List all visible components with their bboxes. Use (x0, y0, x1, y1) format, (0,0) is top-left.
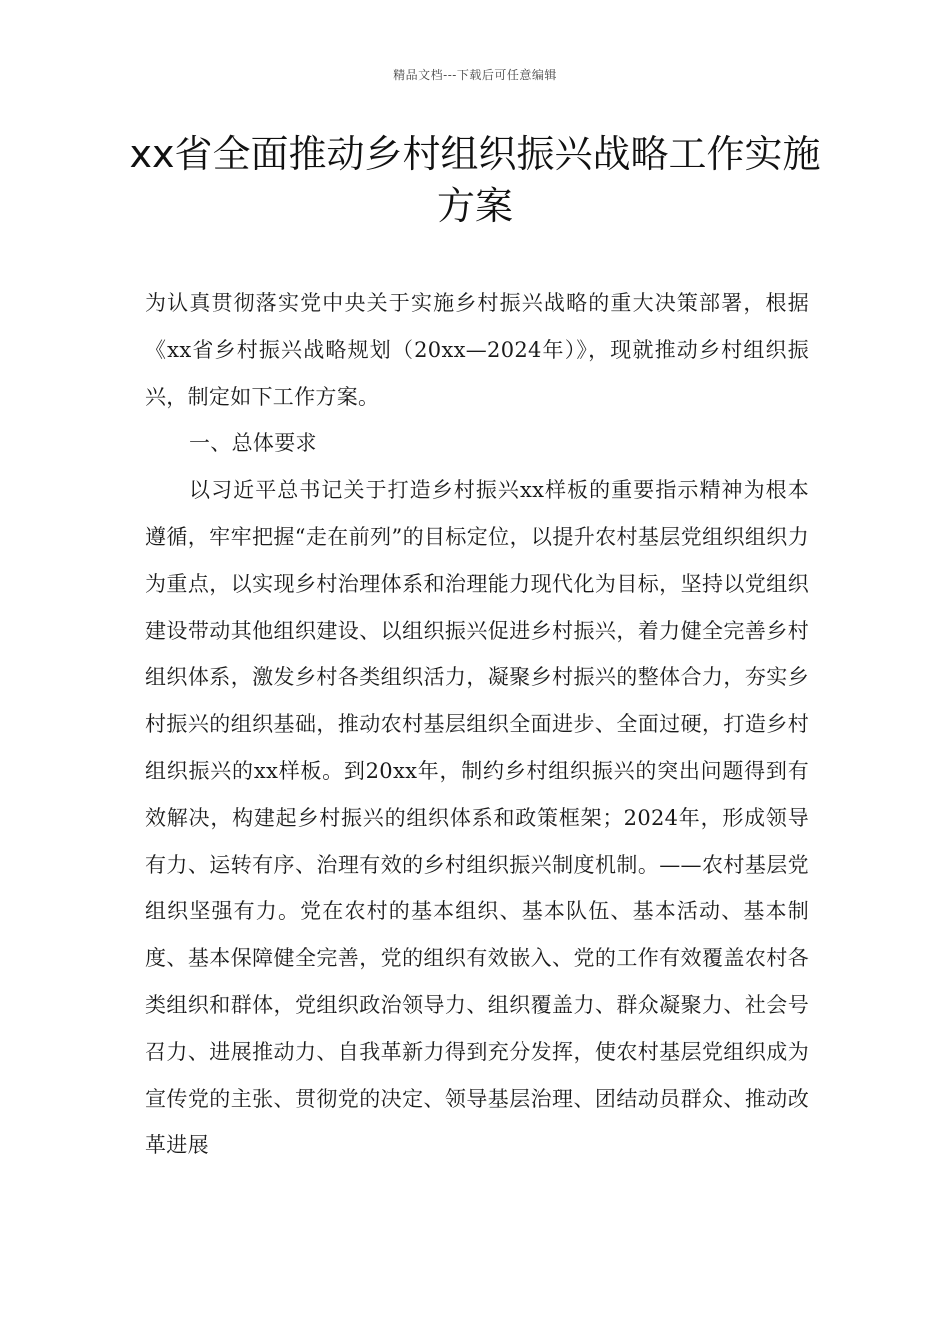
section-heading: 一、总体要求 (189, 431, 317, 456)
body-paragraph: 以习近平总书记关于打造乡村振兴xx样板的重要指示精神为根本遵循，牢牢把握“走在前列”的目标定位，以提升农村基层党组织组织力为重点，以实现乡村治理体系和治理能力现代化为目标，坚持以党组织建设带动其他组织建设、以组织振兴促进乡村振兴，着力健全完善乡村组织体系，激发乡村各类组织活力，凝聚乡村振兴的整体合力，夯实乡村振兴的组织基础，推动农村基层组织全面进步、全面过硬，打造乡村组织振兴的xx样板。到20xx年，制约乡村组织振兴的突出问题得到有效解决，构建起乡村振兴的组织体系和政策框架；2024年，形成领导有力、运转有序、治理有效的乡村组织振兴制度机制。——农村基层党组织坚强有力。党在农村的基本组织、基本队伍、基本活动、基本制度、基本保障健全完善，党的组织有效嵌入、党的工作有效覆盖农村各类组织和群体，党组织政治领导力、组织覆盖力、群众凝聚力、社会号召力、进展推动力、自我革新力得到充分发挥，使农村基层党组织成为宣传党的主张、贯彻党的决定、领导基层治理、团结动员群众、推动改革进展 (145, 478, 809, 1158)
intro-paragraph: 为认真贯彻落实党中央关于实施乡村振兴战略的重大决策部署，根据《xx省乡村振兴战略规划（20xx—2024年）》，现就推动乡村组织振兴，制定如下工作方案。 (145, 291, 809, 409)
document-body (145, 280, 809, 1169)
document-title: xx省全面推动乡村组织振兴战略工作实施方案 (129, 132, 821, 228)
header-note: 精品文档---下载后可任意编辑 (393, 68, 557, 82)
